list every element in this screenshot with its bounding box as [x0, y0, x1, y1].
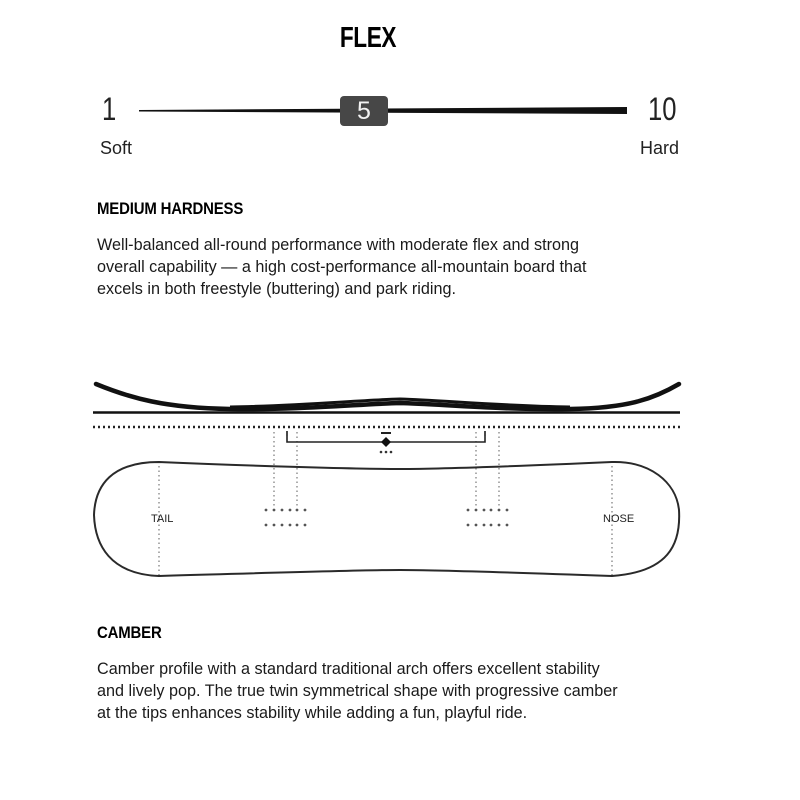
camber-description-line: Camber profile with a standard traditional arch offers excellent stability [97, 660, 600, 678]
nose-label: NOSE [603, 513, 635, 525]
flex-scale-min: 1 [102, 91, 117, 127]
hardness-description-line: overall capability — a high cost-performance all-mountain board that [97, 258, 587, 276]
flex-scale-max: 10 [648, 91, 677, 127]
flex-title: FLEX [339, 22, 397, 54]
board-top-outline [94, 462, 679, 576]
board-side-profile [96, 384, 679, 409]
hardness-description [97, 234, 717, 300]
camber-description-line: at the tips enhances stability while adding a fun, playful ride. [97, 704, 528, 722]
camber-heading: CAMBER [97, 623, 162, 642]
camber-description [97, 658, 717, 724]
hardness-description-line: Well-balanced all-round performance with moderate flex and strong [97, 236, 579, 254]
flex-scale-track [0, 0, 800, 140]
camber-description-line: and lively pop. The true twin symmetrical shape with progressive camber [97, 682, 618, 700]
board-camber-diagram [0, 360, 800, 590]
flex-hard-label: Hard [640, 138, 680, 158]
hardness-heading: MEDIUM HARDNESS [97, 199, 244, 218]
hardness-description-line: excels in both freestyle (buttering) and park riding. [97, 280, 457, 298]
flex-soft-label: Soft [100, 138, 133, 158]
stance-width-indicator [287, 431, 485, 453]
flex-value-marker: 5 [340, 96, 388, 126]
tail-label: TAIL [151, 513, 174, 525]
